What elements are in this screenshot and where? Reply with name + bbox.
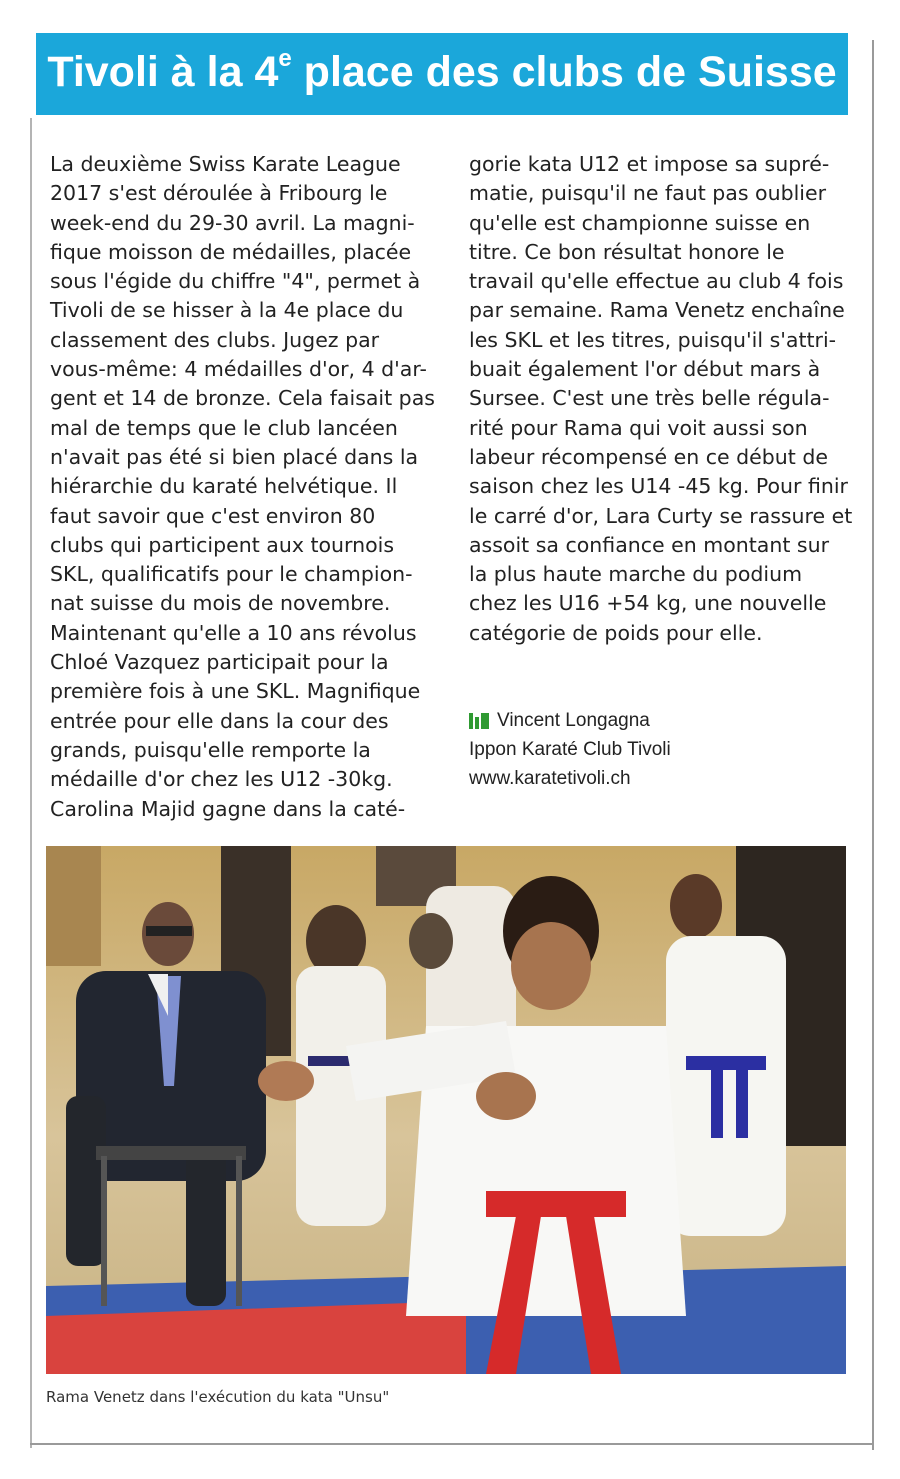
article-line: grands, puisqu'elle remporte la (50, 737, 371, 762)
article-line: chez les U16 +54 kg, une nouvelle (469, 591, 827, 616)
article-line: saison chez les U14 -45 kg. Pour finir (469, 474, 848, 499)
article-line: clubs qui participent aux tournois (50, 532, 395, 557)
article-line: rité pour Rama qui voit aussi son (469, 415, 808, 440)
article-line: week-end du 29-30 avril. La magni- (50, 210, 415, 235)
article-line: classement des clubs. Jugez par (50, 327, 380, 352)
byline-website: www.karatetivoli.ch (469, 768, 631, 789)
article-line: catégorie de poids pour elle. (469, 620, 763, 645)
article-line: nat suisse du mois de novembre. (50, 591, 391, 616)
article-line: buait également l'or début mars à (469, 357, 821, 382)
article-line: entrée pour elle dans la cour des (50, 708, 389, 733)
article-line: Carolina Majid gagne dans la caté- (50, 796, 406, 821)
article-line: fique moisson de médailles, placée (50, 239, 412, 264)
photo-caption: Rama Venetz dans l'exécution du kata "Unsu" (46, 1388, 390, 1406)
article-line: n'avait pas été si bien placé dans la (50, 444, 419, 469)
headline-main: Tivoli à la 4 (47, 47, 279, 96)
byline-author: Vincent Longagna (497, 710, 650, 731)
article-line: labeur récompensé en ce début de (469, 444, 828, 469)
article-line: médaille d'or chez les U12 -30kg. (50, 767, 393, 792)
headline-superscript: e (278, 45, 292, 73)
article-line: le carré d'or, Lara Curty se rassure et (469, 503, 853, 528)
left-border-line (30, 118, 32, 1448)
article-line: les SKL et les titres, puisqu'il s'attri- (469, 327, 837, 352)
article-line: La deuxième Swiss Karate League (50, 152, 401, 176)
article-line: première fois à une SKL. Magnifique (50, 679, 421, 704)
green-bars-logo-icon (469, 713, 489, 729)
article-line: travail qu'elle effectue au club 4 fois (469, 269, 844, 294)
article-line: mal de temps que le club lancéen (50, 415, 398, 440)
article-line: titre. Ce bon résultat honore le (469, 239, 785, 264)
article-line: hiérarchie du karaté helvétique. Il (50, 474, 398, 499)
article-line: Sursee. C'est une très belle régula- (469, 386, 830, 411)
article-line: la plus haute marche du podium (469, 562, 803, 587)
article-line: SKL, qualificatifs pour le champion- (50, 562, 413, 587)
bottom-border-line (30, 1443, 874, 1445)
byline-club: Ippon Karaté Club Tivoli (469, 739, 671, 760)
byline (469, 706, 671, 793)
article-column-right (469, 150, 859, 648)
headline-rest: place des clubs de Suisse (291, 47, 837, 96)
article-line: matie, puisqu'il ne faut pas oublier (469, 181, 827, 206)
article-line: gorie kata U12 et impose sa supré- (469, 152, 830, 176)
article-line: Chloé Vazquez participait pour la (50, 650, 389, 675)
article-line: gent et 14 de bronze. Cela faisait pas (50, 386, 435, 411)
article-line: faut savoir que c'est environ 80 (50, 503, 376, 528)
karate-photo (46, 846, 846, 1374)
headline (47, 45, 837, 97)
karate-photo-illustration (46, 846, 846, 1374)
headline-banner (36, 33, 848, 115)
article-line: par semaine. Rama Venetz enchaîne (469, 298, 845, 323)
article-line: qu'elle est championne suisse en (469, 210, 811, 235)
article-line: vous-même: 4 médailles d'or, 4 d'ar- (50, 357, 427, 382)
article-line: Maintenant qu'elle a 10 ans révolus (50, 620, 417, 645)
article-line: Tivoli de se hisser à la 4e place du (50, 298, 404, 323)
article-line: assoit sa confiance en montant sur (469, 532, 830, 557)
right-border-line (872, 40, 874, 1450)
byline-author-row (469, 706, 671, 735)
article-column-left (50, 150, 450, 824)
article-line: 2017 s'est déroulée à Fribourg le (50, 181, 388, 206)
article-line: sous l'égide du chiffre "4", permet à (50, 269, 421, 294)
